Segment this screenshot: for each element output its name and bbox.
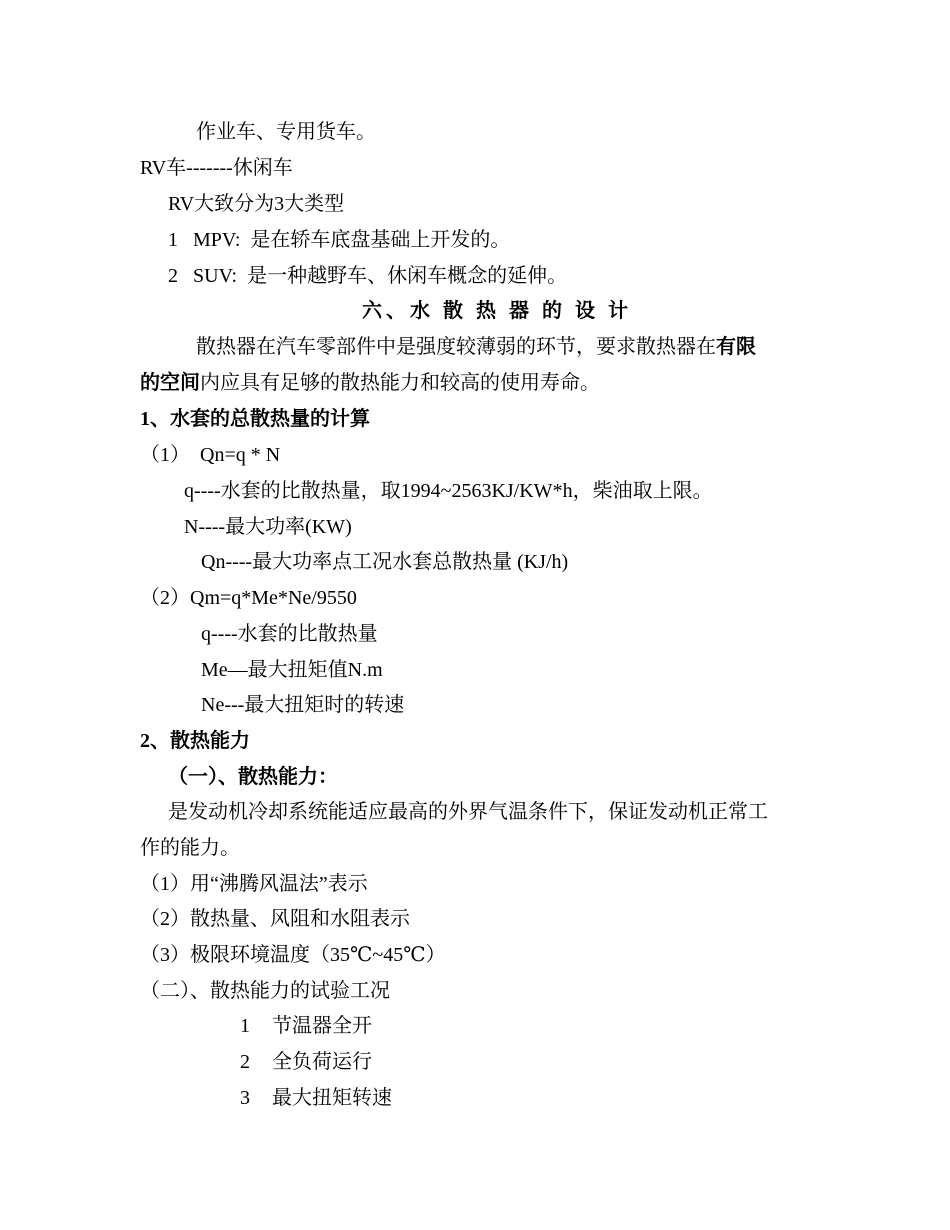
list-text: 节温器全开 <box>272 1015 372 1037</box>
section-title: 六、水 散 热 器 的 设 计 <box>362 300 632 322</box>
heading: 1、水套的总散热量的计算 <box>140 408 370 430</box>
paragraph-text: 内应具有足够的散热能力和较高的使用寿命。 <box>200 372 600 394</box>
paragraph-line <box>140 371 600 395</box>
formula-definition: Me—最大扭矩值N.m <box>201 659 383 681</box>
paragraph-line <box>196 335 756 359</box>
text-line: RV大致分为3大类型 <box>168 193 345 215</box>
paragraph-line: 是发动机冷却系统能适应最高的外界气温条件下，保证发动机正常工 <box>168 801 768 823</box>
formula: （1） Qn=q * N <box>140 444 281 466</box>
list-item: 1 MPV: 是在轿车底盘基础上开发的。 <box>168 229 511 251</box>
formula-definition: Ne---最大扭矩时的转速 <box>201 694 405 716</box>
list-number: 3 <box>240 1087 250 1109</box>
text-line: RV车-------休闲车 <box>140 157 293 179</box>
list-item: （2）散热量、风阻和水阻表示 <box>140 908 410 930</box>
formula-definition: q----水套的比散热量，取1994~2563KJ/KW*h，柴油取上限。 <box>184 480 713 502</box>
list-item <box>240 1050 372 1074</box>
list-text: 最大扭矩转速 <box>272 1087 392 1109</box>
text-line: 作业车、专用货车。 <box>196 121 376 143</box>
formula-definition: q----水套的比散热量 <box>201 623 378 645</box>
formula-definition: N----最大功率(KW) <box>184 516 352 538</box>
heading: 2、散热能力 <box>140 730 250 752</box>
list-number: 2 <box>240 1051 250 1073</box>
list-item: （3）极限环境温度（35℃~45℃） <box>140 944 446 966</box>
list-item <box>240 1014 372 1038</box>
list-item <box>240 1086 392 1110</box>
list-number: 1 <box>240 1015 250 1037</box>
paragraph-emphasis: 的空间 <box>140 372 200 394</box>
formula-definition: Qn----最大功率点工况水套总散热量 (KJ/h) <box>201 551 569 573</box>
list-item: 2 SUV: 是一种越野车、休闲车概念的延伸。 <box>168 265 568 287</box>
paragraph-text: 散热器在汽车零部件中是强度较薄弱的环节，要求散热器在 <box>196 336 716 358</box>
list-text: 全负荷运行 <box>272 1051 372 1073</box>
formula: （2）Qm=q*Me*Ne/9550 <box>140 587 357 609</box>
subheading: （二）、散热能力的试验工况 <box>140 980 390 1002</box>
paragraph-line: 作的能力。 <box>140 837 240 859</box>
paragraph-emphasis: 有限 <box>716 336 756 358</box>
list-item: （1）用“沸腾风温法”表示 <box>140 873 368 895</box>
subheading: （一）、散热能力： <box>168 766 338 788</box>
